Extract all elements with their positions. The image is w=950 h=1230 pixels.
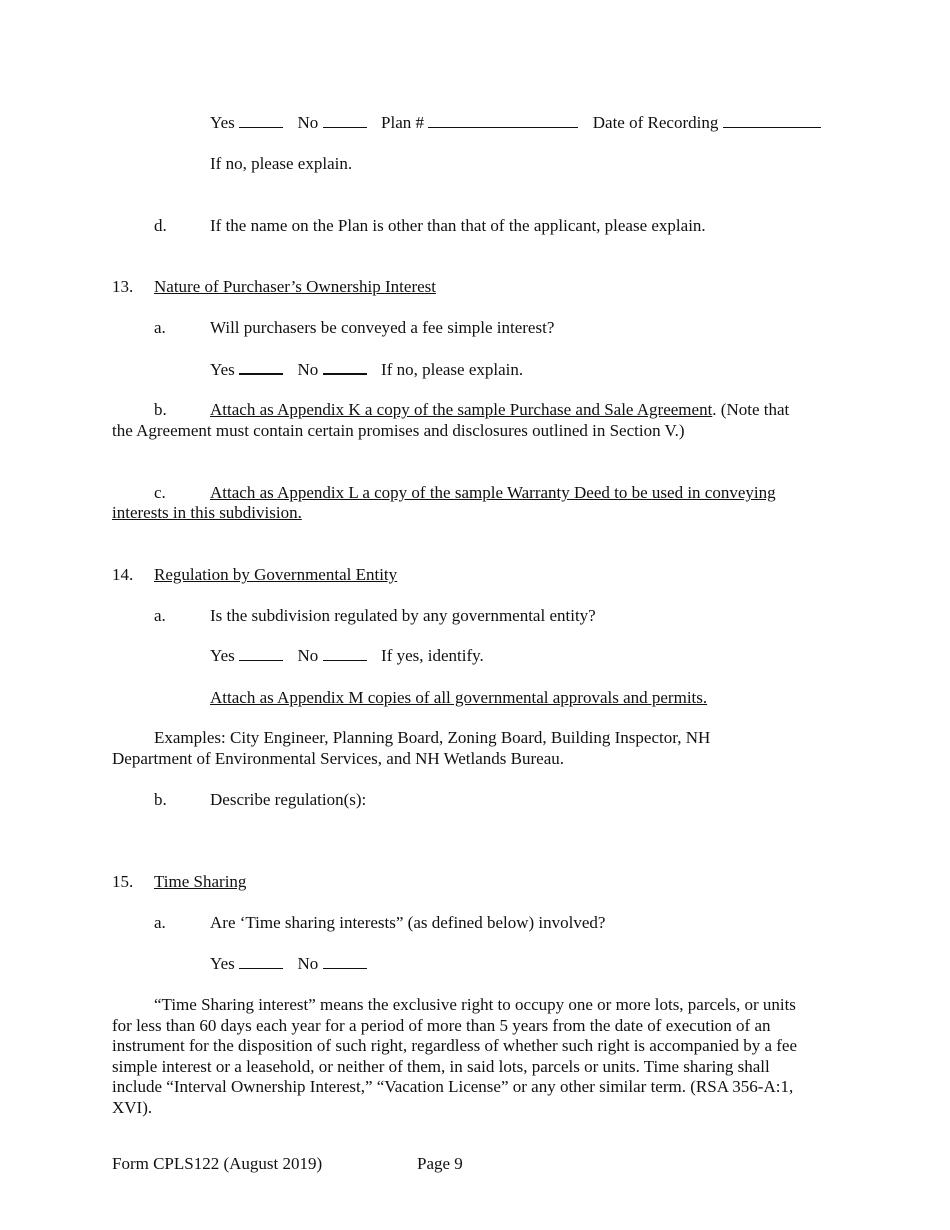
definition-line3: instrument for the disposition of such right, regardless of whether such right is accompanied by a fee <box>112 1036 798 1055</box>
item-12d-text: If the name on the Plan is other than that of the applicant, please explain. <box>210 216 706 235</box>
section-13b-line2: the Agreement must contain certain promises and disclosures outlined in Section V.) <box>112 421 685 440</box>
if-no-explain: If no, please explain. <box>210 154 353 173</box>
section-15a-marker: a. <box>154 913 166 932</box>
examples-line2: Department of Environmental Services, and NH Wetlands Bureau. <box>112 749 564 768</box>
section-13a-question: Will purchasers be conveyed a fee simple interest? <box>210 318 555 337</box>
yes-label: Yes <box>210 360 235 379</box>
yes-blank[interactable] <box>239 113 283 128</box>
footer-form-id: Form CPLS122 (August 2019) <box>112 1154 323 1173</box>
no-blank[interactable] <box>323 359 367 375</box>
definition-line2: for less than 60 days each year for a period of more than 5 years from the date of execution of an <box>112 1016 771 1035</box>
yes-blank[interactable] <box>239 954 283 969</box>
section-13c-line1: Attach as Appendix L a copy of the sample Warranty Deed to be used in conveying <box>210 483 776 502</box>
section-13b-marker: b. <box>154 400 167 419</box>
section-14a-answer-row <box>210 646 484 666</box>
date-of-recording-label: Date of Recording <box>592 113 719 132</box>
section-13c-marker: c. <box>154 483 166 502</box>
definition-line4: simple interest or a leasehold, or neither of them, in said lots, parcels or units. Time sharing shall <box>112 1057 770 1076</box>
section-14b-text: Describe regulation(s): <box>210 790 367 809</box>
section-15-number: 15. <box>112 872 134 891</box>
section-15a-question: Are ‘Time sharing interests” (as defined below) involved? <box>210 913 606 932</box>
section-13c-line2: interests in this subdivision. <box>112 503 302 522</box>
yes-label: Yes <box>210 646 235 665</box>
yes-blank[interactable] <box>239 359 283 375</box>
definition-line1: “Time Sharing interest” means the exclusive right to occupy one or more lots, parcels, or units <box>154 995 796 1014</box>
section-14a-question: Is the subdivision regulated by any governmental entity? <box>210 606 596 625</box>
definition-line5: include “Interval Ownership Interest,” “Vacation License” or any other similar term. (RSA 356-A:1, <box>112 1077 794 1096</box>
section-14b-marker: b. <box>154 790 167 809</box>
plan-number-blank[interactable] <box>428 113 578 128</box>
definition-line6: XVI). <box>112 1098 153 1117</box>
appendix-m-instruction: Attach as Appendix M copies of all governmental approvals and permits. <box>210 688 708 707</box>
section-13a-marker: a. <box>154 318 166 337</box>
no-label: No <box>297 646 319 665</box>
no-blank[interactable] <box>323 646 367 661</box>
section-14a-marker: a. <box>154 606 166 625</box>
if-yes-identify: If yes, identify. <box>381 646 484 665</box>
no-label: No <box>297 954 319 973</box>
section-15-title: Time Sharing <box>154 872 247 891</box>
yes-blank[interactable] <box>239 646 283 661</box>
recording-row <box>210 113 821 133</box>
date-of-recording-blank[interactable] <box>723 113 821 128</box>
section-13-number: 13. <box>112 277 134 296</box>
yes-label: Yes <box>210 954 235 973</box>
section-14-title: Regulation by Governmental Entity <box>154 565 398 584</box>
appendix-k-link: Attach as Appendix K a copy of the sample Purchase and Sale Agreement <box>210 400 713 419</box>
no-label: No <box>297 113 319 132</box>
section-14-number: 14. <box>112 565 134 584</box>
examples-line1: Examples: City Engineer, Planning Board, Zoning Board, Building Inspector, NH <box>154 728 711 747</box>
item-12d-marker: d. <box>154 216 167 235</box>
no-blank[interactable] <box>323 113 367 128</box>
section-13a-answer-row <box>210 359 523 380</box>
section-13b-note-start: . (Note that <box>712 400 790 419</box>
no-blank[interactable] <box>323 954 367 969</box>
no-label: No <box>297 360 319 379</box>
section-15a-answer-row <box>210 954 367 974</box>
footer-page-number: Page 9 <box>417 1154 463 1173</box>
section-13b-line1 <box>210 400 789 420</box>
section-13-title: Nature of Purchaser’s Ownership Interest <box>154 277 436 296</box>
if-no-explain: If no, please explain. <box>381 360 524 379</box>
yes-label: Yes <box>210 113 235 132</box>
plan-label: Plan # <box>381 113 425 132</box>
